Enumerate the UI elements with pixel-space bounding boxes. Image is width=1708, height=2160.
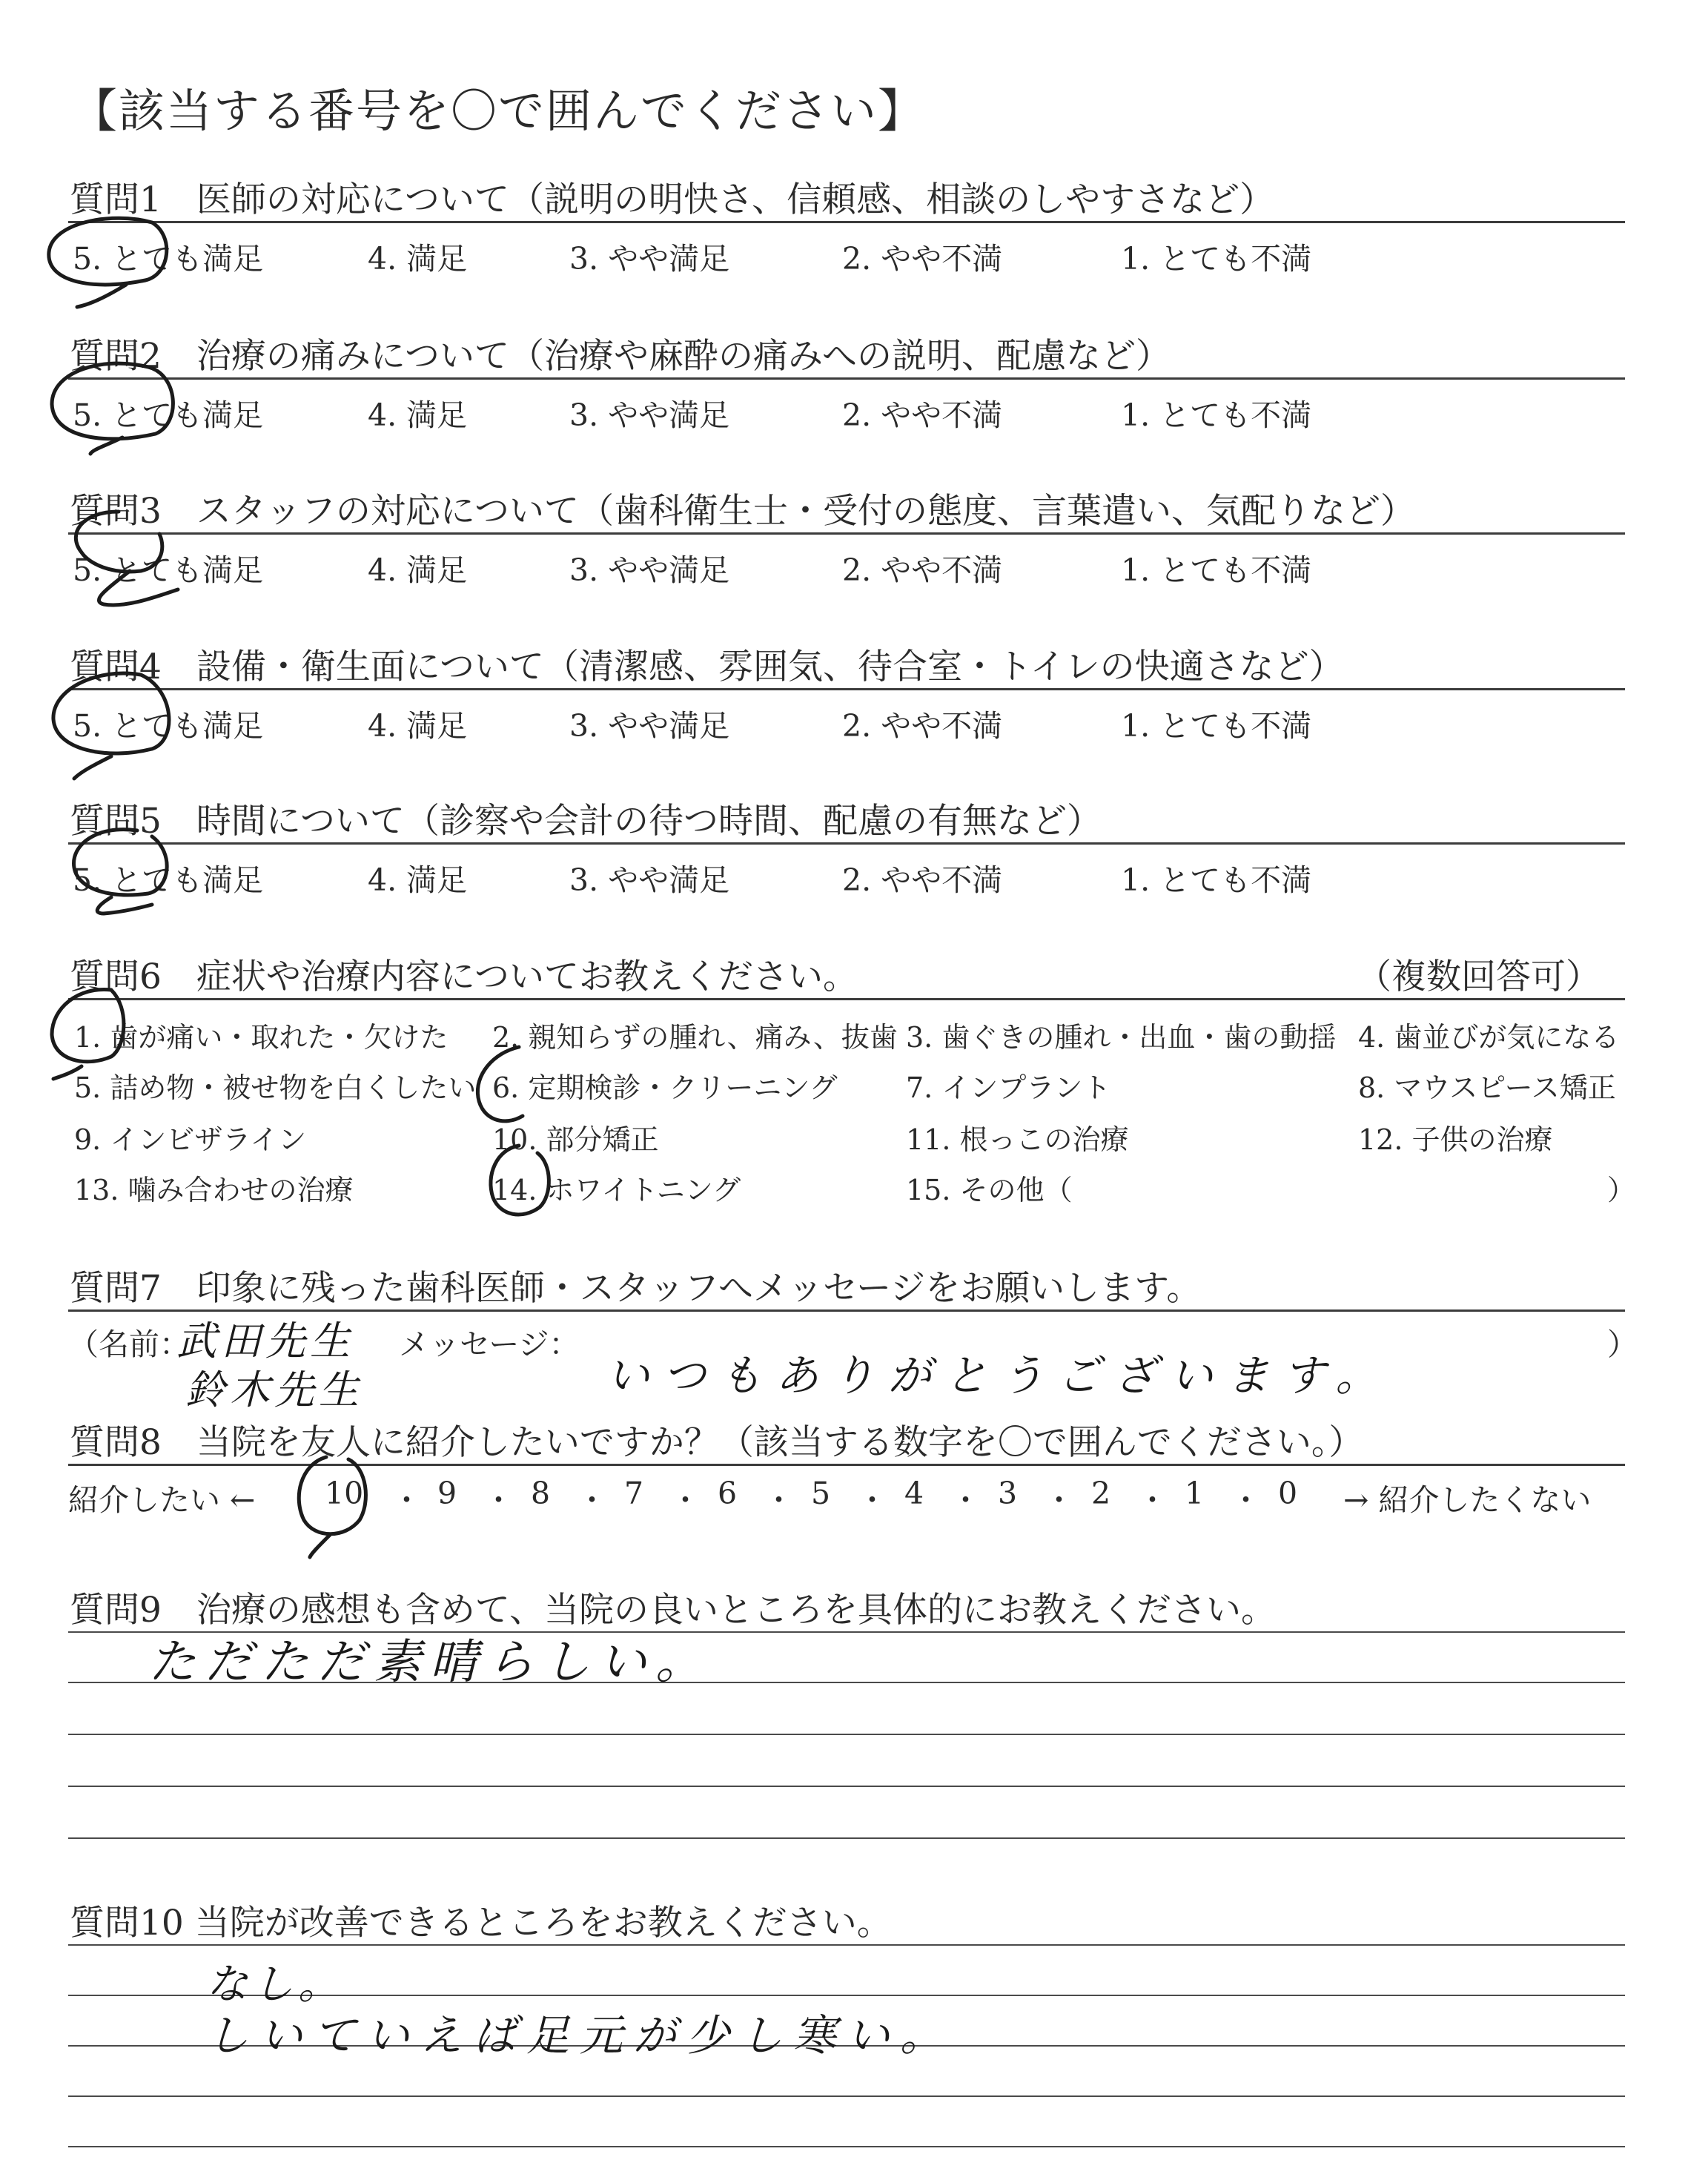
q8-dot: ・: [950, 1482, 981, 1518]
q8-scale-10[interactable]: 10: [325, 1476, 364, 1511]
q1-divider: [68, 221, 1625, 223]
q7-handwritten-message: いつもありがとうございます。: [606, 1350, 1392, 1401]
q1-option-4[interactable]: 4. 満足: [368, 241, 468, 277]
q6-option-13[interactable]: 13. 噛み合わせの治療: [74, 1174, 354, 1206]
q10-line-5[interactable]: [68, 2146, 1625, 2147]
q8-dot: ・: [391, 1482, 422, 1518]
q6-option-8[interactable]: 8. マウスピース矯正: [1358, 1071, 1616, 1104]
q6-title: 質問6 症状や治療内容についてお教えください。: [70, 957, 858, 997]
q8-scale-0[interactable]: 0: [1278, 1476, 1298, 1511]
q8-scale-8[interactable]: 8: [531, 1476, 551, 1511]
q7-handwritten-name-2: 鈴木先生: [185, 1367, 363, 1413]
q6-option-11[interactable]: 11. 根っこの治療: [906, 1123, 1129, 1156]
q7-close-paren: ）: [1607, 1327, 1638, 1362]
q8-dot: ・: [857, 1482, 887, 1518]
q8-dot: ・: [577, 1482, 607, 1518]
q8-scale-4[interactable]: 4: [904, 1476, 924, 1511]
q6-option-9[interactable]: 9. インビザライン: [74, 1123, 307, 1156]
q8-scale-2[interactable]: 2: [1091, 1476, 1111, 1511]
q8-dot: ・: [483, 1482, 514, 1518]
q4-option-3[interactable]: 3. やや満足: [569, 708, 730, 744]
q8-scale-6[interactable]: 6: [718, 1476, 738, 1511]
q6-option-12[interactable]: 12. 子供の治療: [1358, 1123, 1553, 1156]
q4-option-5[interactable]: 5. とても満足: [73, 708, 264, 744]
q7-title: 質問7 印象に残った歯科医師・スタッフへメッセージをお願いします。: [70, 1268, 1202, 1309]
q5-option-3[interactable]: 3. やや満足: [569, 862, 730, 898]
q5-option-2[interactable]: 2. やや不満: [842, 862, 1003, 898]
q3-divider: [68, 532, 1625, 535]
q8-dot: ・: [1137, 1482, 1168, 1518]
q6-option-4[interactable]: 4. 歯並びが気になる: [1358, 1021, 1620, 1054]
q4-option-1[interactable]: 1. とても不満: [1121, 708, 1312, 744]
q8-right-label: → 紹介したくない: [1343, 1482, 1592, 1518]
q6-option-3[interactable]: 3. 歯ぐきの腫れ・出血・歯の動揺: [906, 1021, 1337, 1054]
q9-line-3[interactable]: [68, 1734, 1625, 1735]
q8-divider: [68, 1464, 1625, 1466]
q7-name-label: （名前：: [68, 1327, 190, 1362]
q2-option-3[interactable]: 3. やや満足: [569, 397, 730, 433]
q3-option-4[interactable]: 4. 満足: [368, 552, 468, 588]
q2-option-1[interactable]: 1. とても不満: [1121, 397, 1312, 433]
q2-option-4[interactable]: 4. 満足: [368, 397, 468, 433]
q5-option-1[interactable]: 1. とても不満: [1121, 862, 1312, 898]
q5-option-5[interactable]: 5. とても満足: [73, 862, 264, 898]
q4-title: 質問4 設備・衛生面について（清潔感、雰囲気、待合室・トイレの快適さなど）: [70, 647, 1344, 687]
q6-option-10[interactable]: 10. 部分矯正: [492, 1123, 659, 1156]
q8-dot: ・: [1044, 1482, 1074, 1518]
q2-title: 質問2 治療の痛みについて（治療や麻酔の痛みへの説明、配慮など）: [70, 336, 1171, 377]
q1-option-2[interactable]: 2. やや不満: [842, 241, 1003, 277]
q5-option-4[interactable]: 4. 満足: [368, 862, 468, 898]
q1-option-1[interactable]: 1. とても不満: [1121, 241, 1312, 277]
q6-multiple-note: （複数回答可）: [1357, 957, 1601, 997]
q4-option-2[interactable]: 2. やや不満: [842, 708, 1003, 744]
q3-option-5[interactable]: 5. とても満足: [73, 552, 264, 588]
q10-title: 質問10 当院が改善できるところをお教えください。: [70, 1903, 892, 1943]
q3-title: 質問3 スタッフの対応について（歯科衛生士・受付の態度、言葉遣い、気配りなど）: [70, 491, 1415, 532]
q6-option-15[interactable]: 15. その他（: [906, 1174, 1073, 1206]
q8-scale-7[interactable]: 7: [624, 1476, 644, 1511]
q2-option-2[interactable]: 2. やや不満: [842, 397, 1003, 433]
q8-dot: ・: [764, 1482, 794, 1518]
q6-divider: [68, 998, 1625, 1000]
q6-option-7[interactable]: 7. インプラント: [906, 1071, 1111, 1104]
q2-option-5[interactable]: 5. とても満足: [73, 397, 264, 433]
q9-handwritten-answer: ただただ素晴らしい。: [148, 1635, 712, 1690]
q6-option-2[interactable]: 2. 親知らずの腫れ、痛み、抜歯: [492, 1021, 898, 1054]
q8-scale-9[interactable]: 9: [437, 1476, 457, 1511]
q8-scale-5[interactable]: 5: [811, 1476, 831, 1511]
q9-line-5[interactable]: [68, 1837, 1625, 1839]
q7-handwritten-name-1: 武田先生: [176, 1318, 354, 1364]
q4-option-4[interactable]: 4. 満足: [368, 708, 468, 744]
q8-title: 質問8 当院を友人に紹介したいですか？（該当する数字を〇で囲んでください。）: [70, 1422, 1364, 1463]
q10-line-4[interactable]: [68, 2095, 1625, 2097]
q1-title: 質問1 医師の対応について（説明の明快さ、信頼感、相談のしやすさなど）: [70, 179, 1275, 220]
q8-dot: ・: [1231, 1482, 1261, 1518]
q8-dot: ・: [670, 1482, 701, 1518]
q6-option-5[interactable]: 5. 詰め物・被せ物を白くしたい: [74, 1071, 477, 1104]
q6-option-1[interactable]: 1. 歯が痛い・取れた・欠けた: [74, 1021, 448, 1054]
q10-handwritten-line-1: なし。: [206, 1961, 344, 2009]
q3-option-2[interactable]: 2. やや不満: [842, 552, 1003, 588]
q8-left-label: 紹介したい ←: [68, 1482, 256, 1518]
q7-message-label: メッセージ：: [399, 1327, 580, 1362]
q8-scale-1[interactable]: 1: [1185, 1476, 1205, 1511]
q9-line-4[interactable]: [68, 1786, 1625, 1787]
q6-option-6[interactable]: 6. 定期検診・クリーニング: [492, 1071, 838, 1104]
q1-option-3[interactable]: 3. やや満足: [569, 241, 730, 277]
q5-divider: [68, 842, 1625, 845]
q2-divider: [68, 377, 1625, 380]
q9-title: 質問9 治療の感想も含めて、当院の良いところを具体的にお教えください。: [70, 1590, 1276, 1631]
q10-handwritten-line-2: しいていえば足元が少し寒い。: [206, 2010, 954, 2061]
q8-scale-3[interactable]: 3: [998, 1476, 1018, 1511]
survey-instruction: 【該当する番号を〇で囲んでください】: [71, 84, 926, 138]
q3-option-1[interactable]: 1. とても不満: [1121, 552, 1312, 588]
q6-option-14[interactable]: 14. ホワイトニング: [492, 1174, 741, 1206]
q1-option-5[interactable]: 5. とても満足: [73, 241, 264, 277]
q3-option-3[interactable]: 3. やや満足: [569, 552, 730, 588]
q4-divider: [68, 688, 1625, 690]
q10-line-1: [68, 1944, 1625, 1946]
q5-title: 質問5 時間について（診察や会計の待つ時間、配慮の有無など）: [70, 801, 1102, 842]
q6-other-close-paren: ）: [1607, 1174, 1636, 1206]
